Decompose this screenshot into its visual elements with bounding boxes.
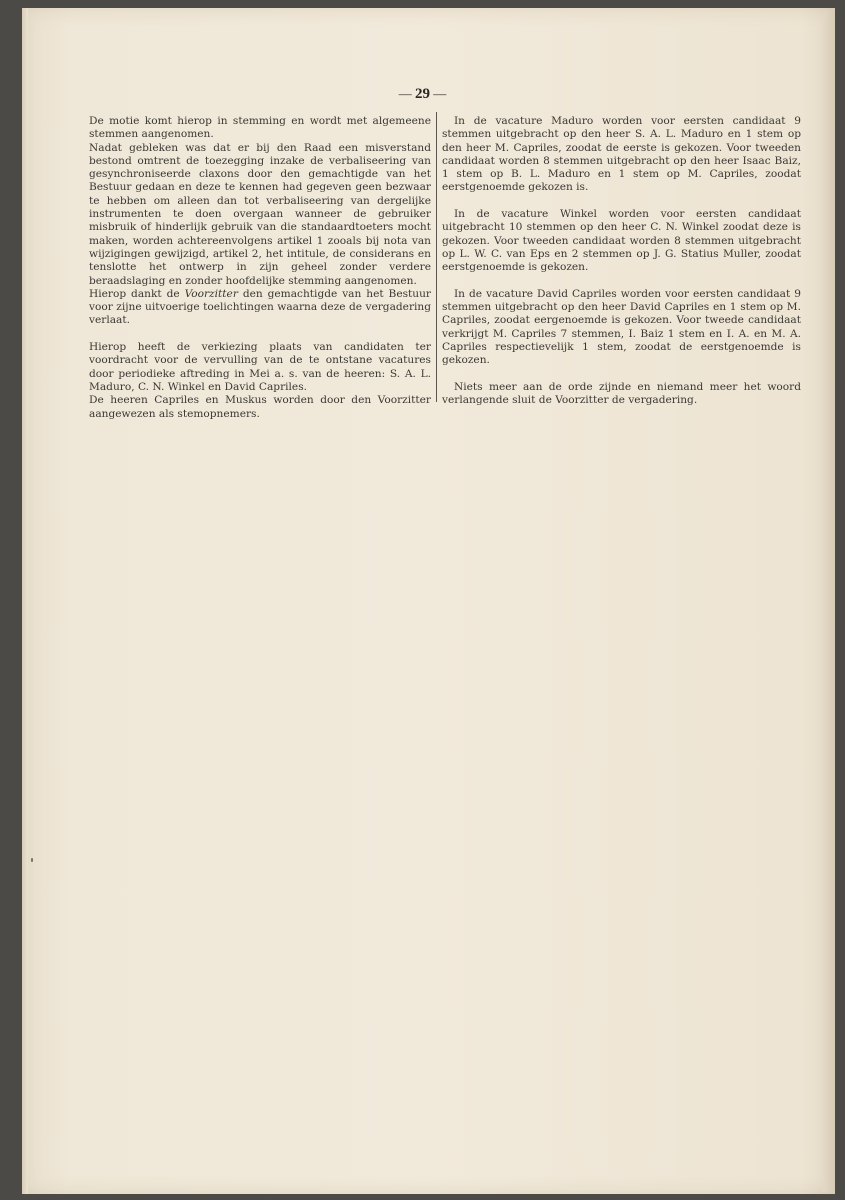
right-paragraph-4: Niets meer aan de orde zijnde en niemand meer het woord verlangende sluit de Voorzitter de vergadering. [442, 380, 801, 407]
left-column [89, 115, 431, 421]
left-paragraph-4: Hierop heeft de verkiezing plaats van candidaten ter voordracht voor de vervulling van de te ontstane vacatures door periodieke aftreding in Mei a. s. van de heeren: S. A. L. Maduro, C. N. Winkel en David Capriles. [89, 341, 431, 393]
page-right-edge [823, 12, 835, 1192]
left-paragraph-2: Nadat gebleken was dat er bij den Raad een misverstand bestond omtrent de toezegging inzake de verbaliseering van gesynchroniseerde claxons door den gemachtigde van het Bestuur gedaan en deze te kennen had gegeven geen bezwaar te hebben om alleen dan tot verbaliseering van dergelijke instrumenten te doen overgaan wanneer de gebruiker misbruik of hinderlijk gebruik van die standaardtoeters mocht maken, worden achtereenvolgens artikel 1 zooals bij nota van wijzigingen gewijzigd, artikel 2, het intitule, de considerans en tenslotte het ontwerp in zijn geheel zonder verdere beraadslaging en zonder hoofdelijke stemming aangenomen. [89, 141, 431, 287]
page-left-edge [22, 8, 28, 1194]
left-paragraph-5: De heeren Capriles en Muskus worden door den Voorzitter aangewezen als stemopnemers. [89, 394, 431, 420]
left-paragraph-1: De motie komt hierop in stemming en wordt met algemeene stemmen aangenomen. [89, 115, 431, 141]
voorzitter-italic: Voorzitter [184, 287, 238, 300]
right-paragraph-1: In de vacature Maduro worden voor eersten candidaat 9 stemmen uitgebracht op den heer S. A. L. Maduro en 1 stem op den heer M. Capriles, zoodat de eerste is gekozen. Voor tweeden candidaat worden 8 stemmen uitgebracht op den heer Isaac Baiz, 1 stem op B. L. Maduro en 1 stem op M. Capriles, zoodat eerstgenoemde gekozen is. [442, 115, 801, 194]
page-number: — 29 — [398, 86, 447, 102]
paper-spot [31, 858, 33, 862]
right-column [442, 115, 801, 408]
column-divider [436, 112, 437, 402]
right-paragraph-3: In de vacature David Capriles worden voor eersten candidaat 9 stemmen uitgebracht op den heer David Capriles en 1 stem op M. Capriles, zoodat eergenoemde is gekozen. Voor tweede candidaat verkrijgt M. Capriles 7 stemmen, I. Baiz 1 stem en I. A. en M. A. Capriles respectievelijk 1 stem, zoodat de eerstgenoemde is gekozen. [442, 287, 801, 367]
page-number-value: 29 [415, 86, 430, 102]
right-paragraph-2: In de vacature Winkel worden voor eersten candidaat uitgebracht 10 stemmen op den heer C. N. Winkel zoodat deze is gekozen. Voor tweeden candidaat worden 8 stemmen uitgebracht op L. W. C. van Eps en 2 stemmen op J. G. Statius Muller, zoodat eerstgenoemde is gekozen. [442, 208, 801, 274]
left-paragraph-3: Hierop dankt de Voorzitter den gemachtigde van het Bestuur voor zijne uitvoerige toelichtingen waarna deze de vergadering verlaat. [89, 287, 431, 327]
